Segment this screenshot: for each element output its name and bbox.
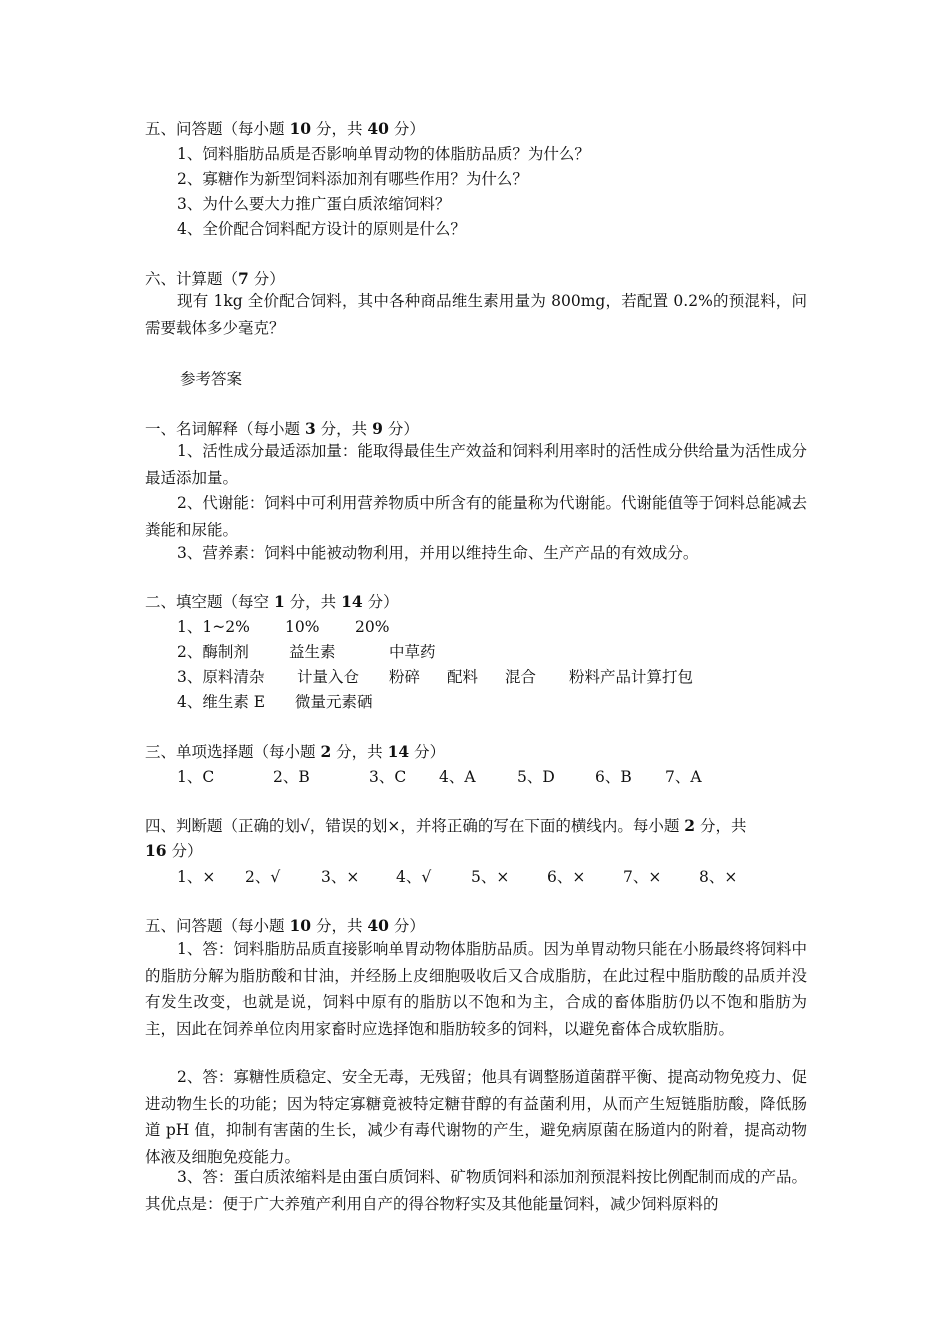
qa-answer-2: 2、答：寡糖性质稳定、安全无毒，无残留；他具有调整肠道菌群平衡、提高动物免疫力、促进动物生长的功能；因为特定寡糖竟被特定糖苷醇的有益菌利用，从而产生短链脂肪酸，降低肠道 pH 值，抑制有害菌的生长，减少有毒代谢物的产生，避免病原菌在肠道内的附着，提高动物体液及细胞免疫能力。 (145, 1068, 807, 1166)
judge-answers: 1、× 2、√ 3、× 4、√ 5、× 6、× 7、× 8、× (177, 868, 738, 886)
choice-answers: 1、C 2、B 3、C 4、A 5、D 6、B 7、A (177, 768, 702, 786)
question-1: 1、饲料脂肪品质是否影响单胃动物的体脂肪品质？为什么？ (177, 145, 590, 163)
question-4: 4、全价配合饲料配方设计的原则是什么？ (177, 220, 466, 238)
question-2: 2、寡糖作为新型饲料添加剂有哪些作用？为什么？ (177, 170, 528, 188)
qa-answer-3: 3、答：蛋白质浓缩料是由蛋白质饲料、矿物质饲料和添加剂预混料按比例配制而成的产品。其优点是：便于广大养殖产利用自产的得谷物籽实及其他能量饲料，减少饲料原料的 (145, 1168, 807, 1213)
fill-answer-row-3: 3、原料清杂 计量入仓 粉碎 配料 混合 粉料产品计算打包 (177, 668, 694, 686)
fill-answer-row-1: 1、1~2% 10% 20% (177, 618, 390, 636)
question-3: 3、为什么要大力推广蛋白质浓缩饲料？ (177, 195, 451, 213)
fill-answer-row-2: 2、酶制剂 益生素 中草药 (177, 643, 436, 661)
qa-answer-1: 1、答：饲料脂肪品质直接影响单胃动物体脂肪品质。因为单胃动物只能在小肠最终将饲料中的脂肪分解为脂肪酸和甘油，并经肠上皮细胞吸收后又合成脂肪，在此过程中脂肪酸的品质并没有发生改变，也就是说，饲料中原有的脂肪以不饱和为主，合成的畜体脂肪仍以不饱和脂肪为主，因此在饲养单位肉用家畜时应选择饱和脂肪较多的饲料，以避免畜体合成软脂肪。 (145, 940, 807, 1038)
term-answer-1: 1、活性成分最适添加量：能取得最佳生产效益和饲料利用率时的活性成分供给量为活性成分最适添加量。 (145, 442, 807, 487)
calc-question: 现有 1kg 全价配合饲料，其中各种商品维生素用量为 800mg，若配置 0.2%的预混料，问需要载体多少毫克？ (145, 292, 807, 337)
answer-heading-qa: 五、问答题（每小题 10 分，共 40 分） (145, 916, 425, 935)
section-heading-calc: 六、计算题（7 分） (145, 269, 285, 288)
term-answer-3: 3、营养素：饲料中能被动物利用，并用以维持生命、生产产品的有效成分。 (177, 544, 699, 562)
section-heading-qa: 五、问答题（每小题 10 分，共 40 分） (145, 119, 425, 138)
answer-heading-judge-cont: 16 分） (145, 841, 203, 860)
answer-heading-choice: 三、单项选择题（每小题 2 分，共 14 分） (145, 742, 446, 761)
reference-answers-title: 参考答案 (180, 370, 243, 388)
answer-heading-judge: 四、判断题（正确的划√，错误的划×，并将正确的写在下面的横线内。每小题 2 分，共 (145, 816, 747, 835)
answer-heading-fill: 二、填空题（每空 1 分，共 14 分） (145, 592, 399, 611)
fill-answer-row-4: 4、维生素 E 微量元素硒 (177, 693, 373, 711)
answer-heading-terms: 一、名词解释（每小题 3 分，共 9 分） (145, 419, 419, 438)
term-answer-2: 2、代谢能：饲料中可利用营养物质中所含有的能量称为代谢能。代谢能值等于饲料总能减去粪能和尿能。 (145, 494, 807, 539)
